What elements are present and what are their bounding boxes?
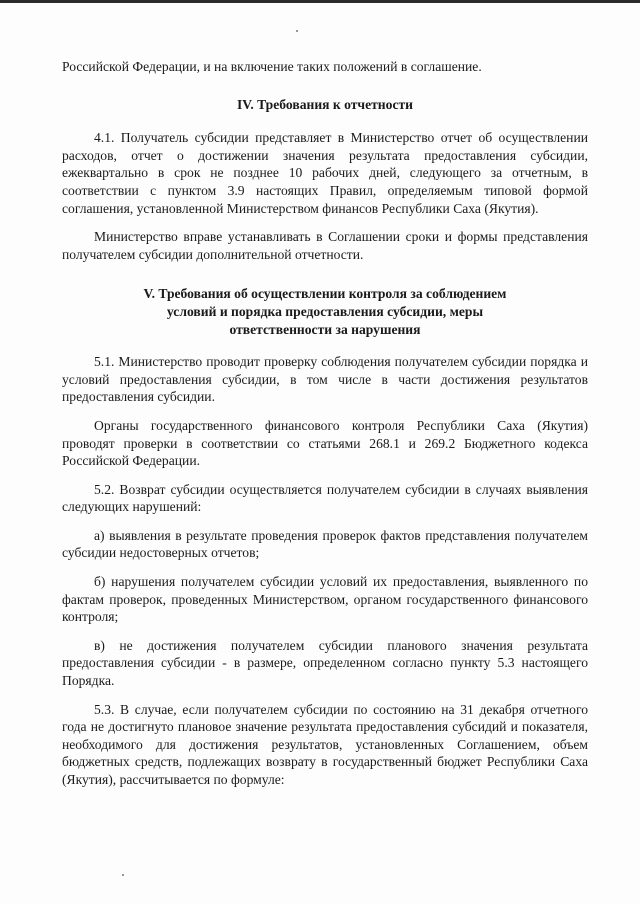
paragraph-5-2: 5.2. Возврат субсидии осуществляется получателем субсидии в случаях выявления следующих нарушений: bbox=[62, 481, 588, 515]
paragraph-4-1: 4.1. Получатель субсидии представляет в Министерство отчет об осуществлении расходов, отчет о достижении значения результата предоставления субсидии, ежеквартально в срок не позднее 10 рабочих дней, следующего за отчетным, в соответствии с пунктом 3.9 настоящих Правил, определяемым типовой формой соглашения, установленной Министерством финансов Республики Саха (Якутия). bbox=[62, 130, 588, 216]
scan-speck bbox=[122, 874, 124, 876]
section-5-title-line: V. Требования об осуществлении контроля за соблюдением bbox=[143, 286, 507, 302]
paragraph-5-1: 5.1. Министерство проводит проверку соблюдения получателем субсидии порядка и условий предоставления субсидии, в том числе в части достижения результатов предоставления субсидии. bbox=[62, 354, 588, 405]
document-body bbox=[62, 58, 588, 789]
section-5-title-line: условий и порядка предоставления субсидии, меры bbox=[166, 303, 484, 319]
section-5-title bbox=[62, 285, 588, 338]
continuation-text: Российской Федерации, и на включение таких положений в соглашение. bbox=[62, 59, 482, 74]
paragraph-5-1-control: Органы государственного финансового контроля Республики Саха (Якутия) проводят проверки в соответствии со статьями 268.1 и 269.2 Бюджетного кодекса Российской Федерации. bbox=[62, 417, 588, 469]
paragraph-5-2-v: в) не достижения получателем субсидии планового значения результата предоставления субсидии - в размере, определенном согласно пункту 5.3 настоящего Порядка. bbox=[62, 637, 588, 689]
paragraph-5-2-b: б) нарушения получателем субсидии условий их предоставления, выявленного по фактам проверок, проведенных Министерством, органом государственного финансового контроля; bbox=[62, 574, 588, 625]
scan-top-edge bbox=[0, 0, 640, 3]
section-5-title-line: ответственности за нарушения bbox=[229, 321, 421, 337]
paragraph-5-2-a: а) выявления в результате проведения проверок фактов представления получателем субсидии недостоверных отчетов; bbox=[62, 527, 588, 561]
section-4-title: IV. Требования к отчетности bbox=[236, 96, 413, 112]
paragraph-4-additional: Министерство вправе устанавливать в Соглашении сроки и формы представления получателем субсидии дополнительной отчетности. bbox=[62, 229, 588, 262]
scan-speck bbox=[296, 30, 298, 32]
paragraph-5-3: 5.3. В случае, если получателем субсидии по состоянию на 31 декабря отчетного года не достигнуто плановое значение результата предоставления субсидий и показателя, необходимого для достижения результатов, установленных Соглашением, объем бюджетных средств, подлежащих возврату в государственный бюджет Республики Саха (Якутия), рассчитывается по формуле: bbox=[62, 701, 588, 787]
